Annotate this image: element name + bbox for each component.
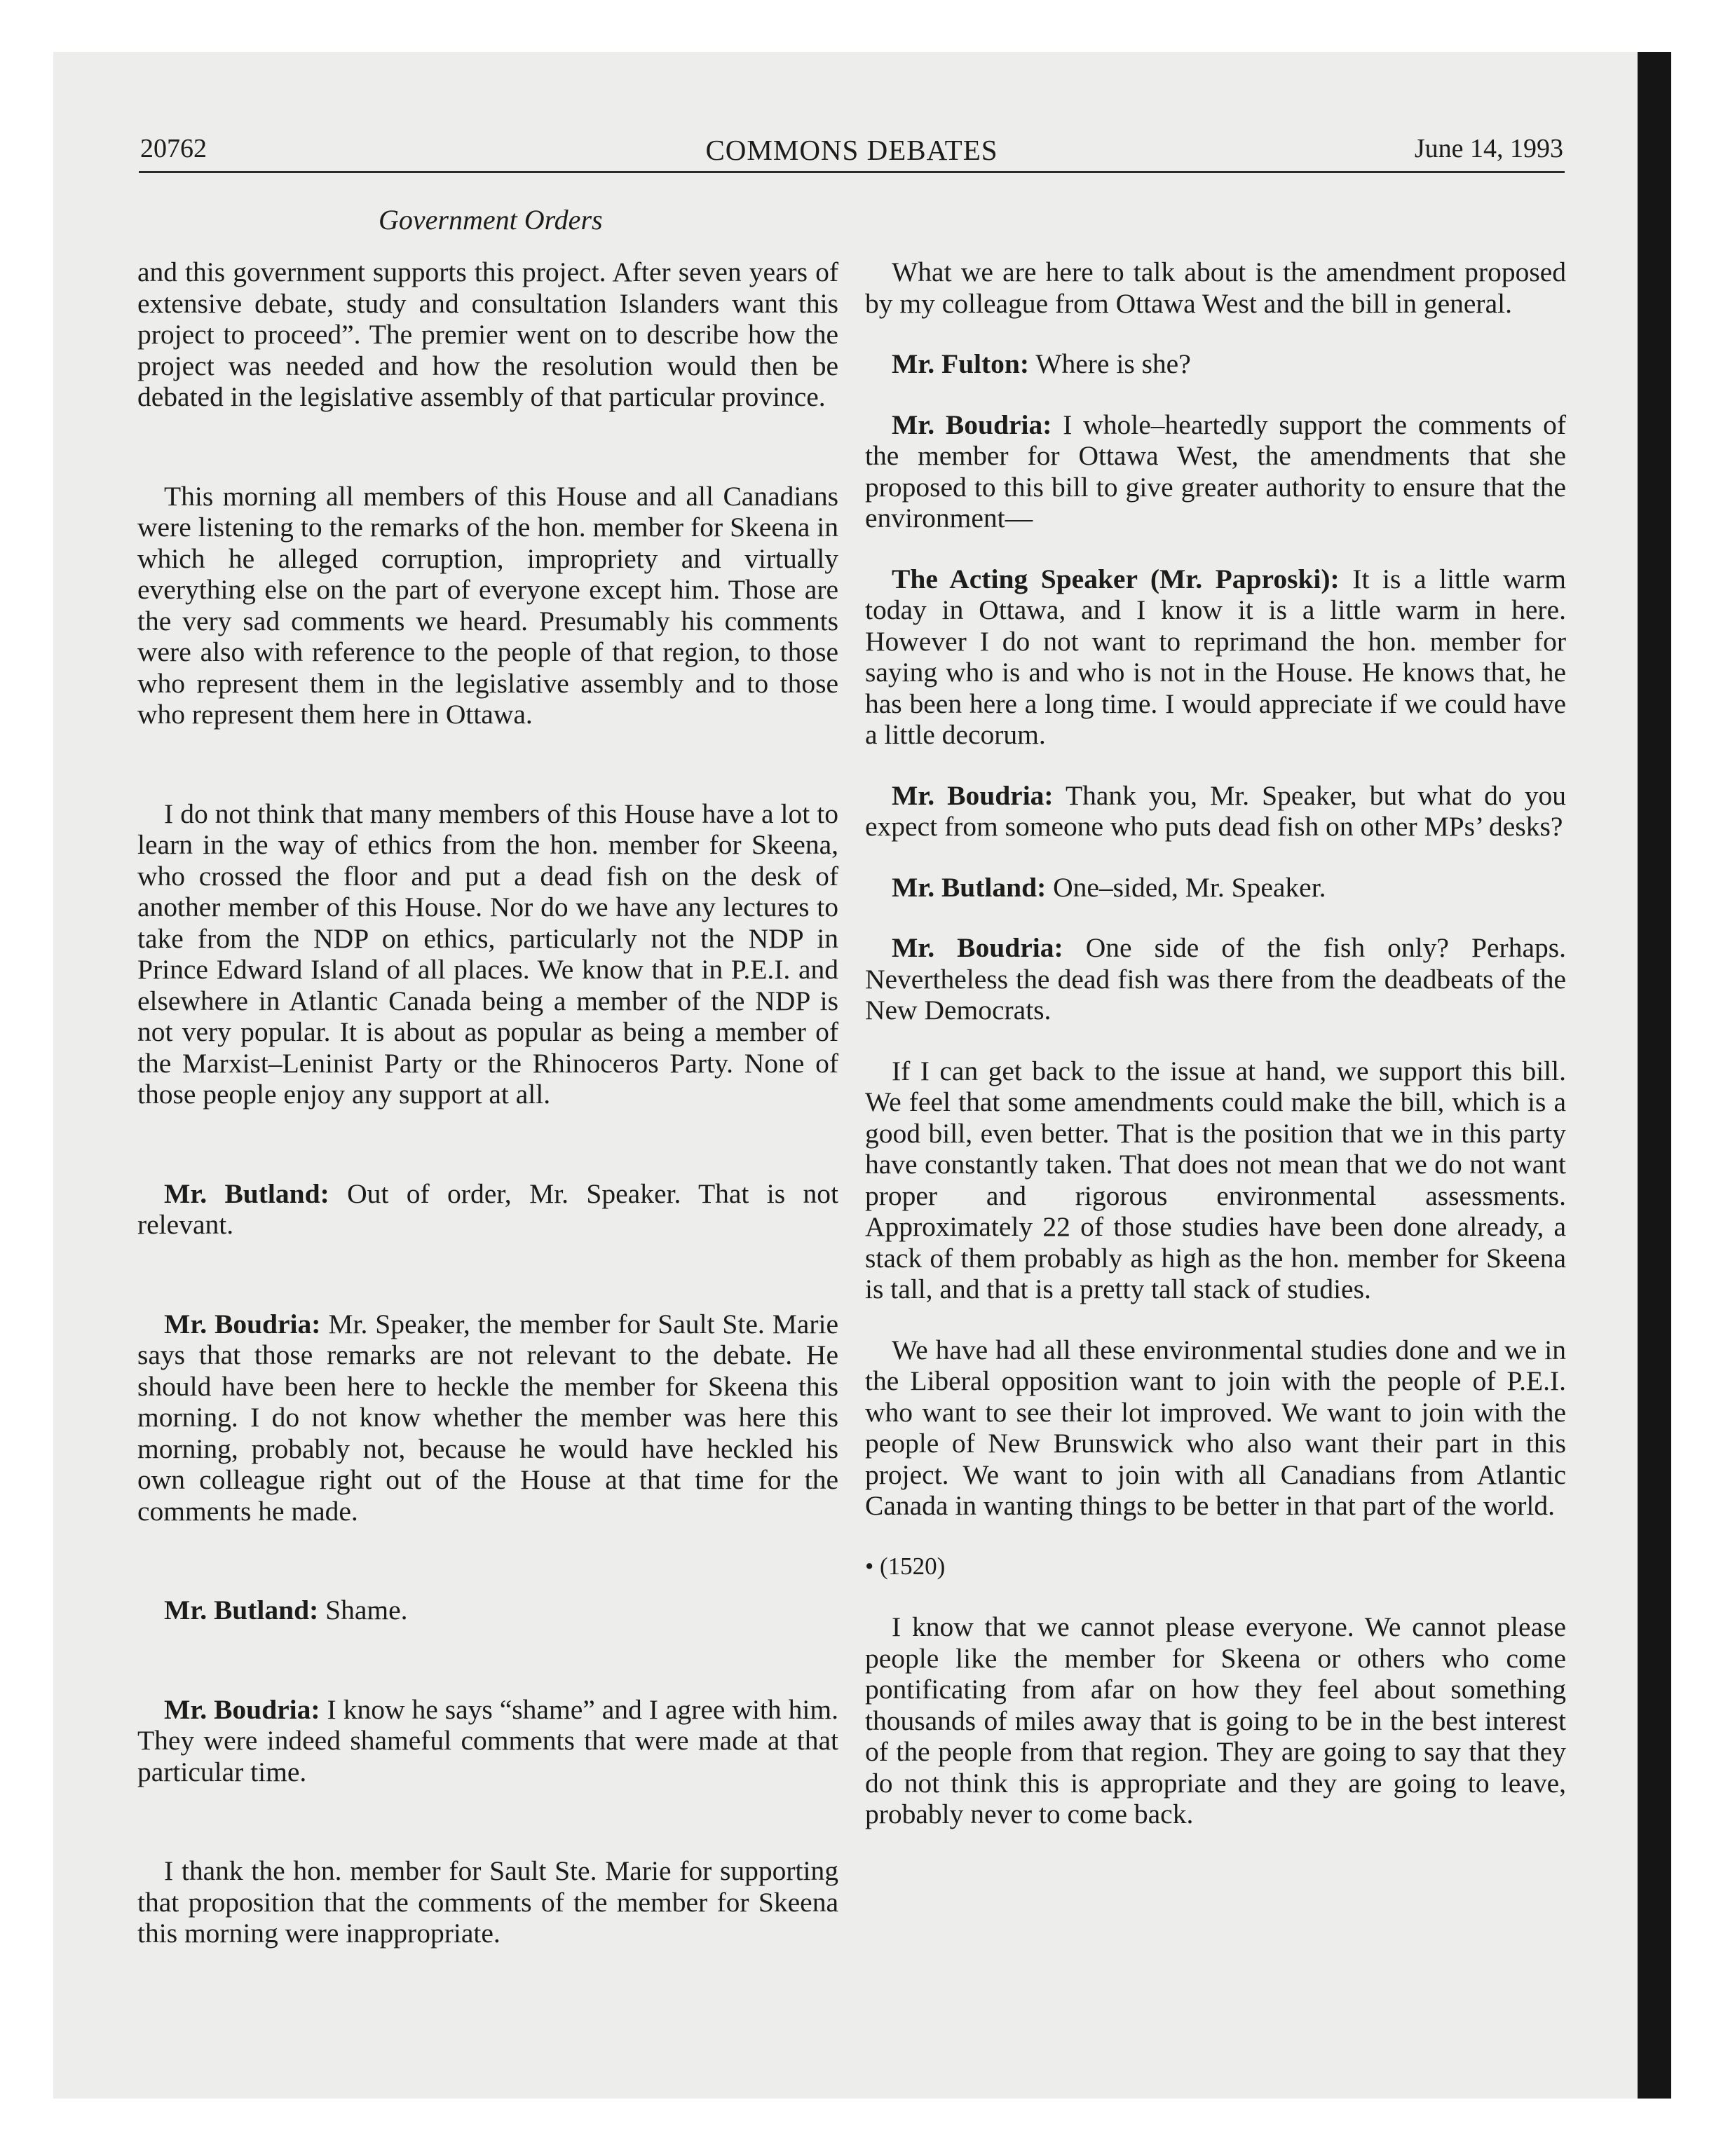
time-marker xyxy=(865,1551,1566,1583)
speech-text: I know he says “shame” and I agree with him. They were indeed shameful comments that were made at that particular time. xyxy=(137,1693,839,1787)
time-marker-text: • (1520) xyxy=(865,1552,946,1580)
speech-text: One side of the fish only? Perhaps. Nevertheless the dead fish was there from the deadbeats of the New Democrats. xyxy=(865,932,1566,1025)
speaker-name: The Acting Speaker (Mr. Paproski): xyxy=(892,563,1340,594)
paragraph-text: This morning all members of this House and all Canadians were listening to the remarks of the hon. member for Skeena in which he alleged corruption, impropriety and virtually everything else on the part of everyone except him. Those are the very sad comments we heard. Presumably his comments were also with reference to the people of that region, to those who represent them in the legislative assembly and to those who represent them here in Ottawa. xyxy=(137,480,838,730)
header-rule xyxy=(139,171,1565,173)
section-heading: Government Orders xyxy=(379,204,603,236)
speaker-name: Mr. Fulton: xyxy=(892,348,1030,379)
speech xyxy=(137,1595,838,1626)
paragraph xyxy=(137,798,838,1110)
speech-text: Out of order, Mr. Speaker. That is not relevant. xyxy=(137,1178,838,1240)
speech-text: Mr. Speaker, the member for Sault Ste. Marie says that those remarks are not relevant to the debate. He should have been here to heckle the member for Skeena this morning. I do not know whether the member was here this morning, probably not, because he would have heckled his own colleague right out of the House at that time for the comments he made. xyxy=(137,1308,839,1527)
paragraph xyxy=(137,257,838,413)
paragraph-text: I know that we cannot please everyone. We cannot please people like the member for Skeena or others who come pontificating from afar on how they feel about something thousands of miles away that is going to be in the best interest of the people from that region. They are going to say that they do not think this is appropriate and they are going to leave, probably never to come back. xyxy=(865,1611,1566,1829)
speech-text: Where is she? xyxy=(1035,348,1191,379)
scan-edge-shadow xyxy=(1638,52,1671,2099)
speech-text: Thank you, Mr. Speaker, but what do you expect from someone who puts dead fish on other MPs’ desks? xyxy=(865,779,1566,842)
speech xyxy=(137,1309,838,1527)
speaker-name: Mr. Boudria: xyxy=(164,1693,320,1725)
speaker-name: Mr. Boudria: xyxy=(892,409,1052,440)
publication-title: COMMONS DEBATES xyxy=(705,134,998,166)
speaker-name: Mr. Butland: xyxy=(164,1595,319,1625)
paragraph xyxy=(137,1855,838,1949)
paragraph xyxy=(865,1056,1566,1305)
speech xyxy=(137,1694,838,1788)
speech xyxy=(865,932,1566,1026)
paragraph-text: and this government supports this project. After seven years of extensive debate, study and consultation Islanders want this project to proceed”. The premier went on to describe how the project was needed and how the resolution would then be debated in the legislative assembly of that particular province. xyxy=(137,257,838,412)
page-number: 20762 xyxy=(140,134,207,163)
paragraph xyxy=(865,257,1566,319)
speech-text: It is a little warm today in Ottawa, and I know it is a little warm in here. However I do not want to reprimand the hon. member for saying who is and who is not in the House. He knows that, he has been here a long time. I would appreciate if we could have a little decorum. xyxy=(865,563,1566,750)
paragraph-text: If I can get back to the issue at hand, we support this bill. We feel that some amendments could make the bill, which is a good bill, even better. That is the position that we in this party have constantly taken. That does not mean that we do not want proper and rigorous environmental assessments. Approximately 22 of those studies have been done already, a stack of them probably as high as the hon. member for Skeena is tall, and that is a pretty tall stack of studies. xyxy=(865,1055,1566,1304)
left-column xyxy=(137,257,838,1949)
page-date: June 14, 1993 xyxy=(1414,134,1563,163)
speech-text: I whole–heartedly support the comments of the member for Ottawa West, the amendments that she proposed to this bill to give greater authority to ensure that the environment— xyxy=(865,409,1566,533)
page-header xyxy=(140,133,1563,175)
speech xyxy=(865,564,1566,751)
paragraph xyxy=(865,1335,1566,1522)
right-column xyxy=(865,257,1566,1830)
speaker-name: Mr. Butland: xyxy=(164,1178,329,1209)
speech xyxy=(865,409,1566,534)
speaker-name: Mr. Boudria: xyxy=(164,1308,321,1339)
paragraph-text: We have had all these environmental studies done and we in the Liberal opposition want to join with the people of P.E.I. who want to see their lot improved. We want to join with the people of New Brunswick who also want their part in this project. We want to join with all Canadians from Atlantic Canada in wanting things to be better in that part of the world. xyxy=(865,1334,1566,1521)
paragraph xyxy=(137,481,838,730)
paragraph-text: I thank the hon. member for Sault Ste. Marie for supporting that proposition that the comments of the member for Skeena this morning were inappropriate. xyxy=(137,1855,838,1949)
paragraph-text: What we are here to talk about is the amendment proposed by my colleague from Ottawa West and the bill in general. xyxy=(865,257,1566,319)
paragraph xyxy=(865,1611,1566,1830)
speaker-name: Mr. Boudria: xyxy=(892,932,1063,963)
speech xyxy=(865,872,1566,903)
speech-text: Shame. xyxy=(325,1595,408,1625)
speech xyxy=(865,780,1566,842)
speech xyxy=(865,348,1566,380)
speech xyxy=(137,1178,838,1241)
speaker-name: Mr. Butland: xyxy=(892,871,1047,903)
speaker-name: Mr. Boudria: xyxy=(892,779,1054,811)
speech-text: One–sided, Mr. Speaker. xyxy=(1053,871,1326,903)
paragraph-text: I do not think that many members of this House have a lot to learn in the way of ethics from the hon. member for Skeena, who crossed the floor and put a dead fish on the desk of another member of this House. Nor do we have any lectures to take from the NDP on ethics, particularly not the NDP in Prince Edward Island of all places. We know that in P.E.I. and elsewhere in Atlantic Canada being a member of the NDP is not very popular. It is about as popular as being a member of the Marxist–Leninist Party or the Rhinoceros Party. None of those people enjoy any support at all. xyxy=(137,798,838,1110)
